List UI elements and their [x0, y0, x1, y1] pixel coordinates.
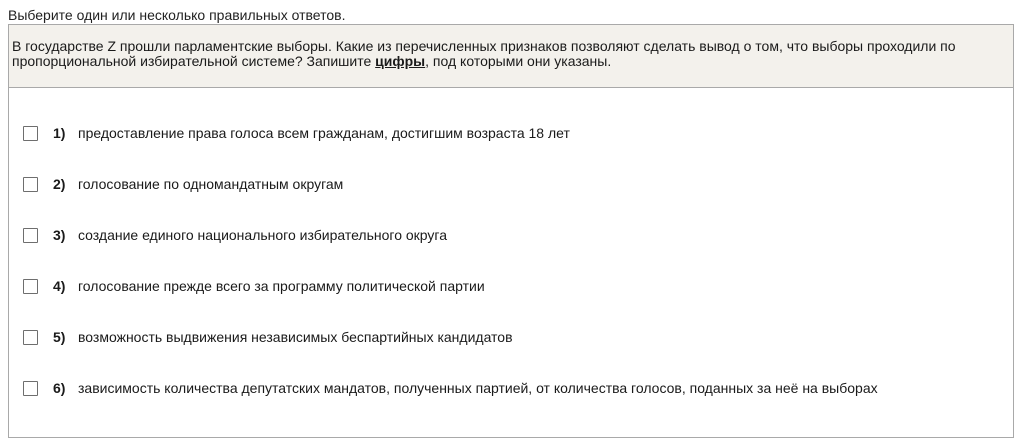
option-3-text[interactable]: создание единого национального избирательного округа: [78, 227, 447, 243]
option-4-text[interactable]: голосование прежде всего за программу политической партии: [78, 278, 485, 294]
task-box: [8, 24, 1014, 438]
question-emphasis: цифры: [375, 53, 426, 69]
question-text-end: , под которыми они указаны.: [425, 53, 612, 69]
option-2-text[interactable]: голосование по одномандатным округам: [78, 176, 344, 192]
question-text-main: В государстве Z прошли парламентские выборы. Какие из перечисленных признаков позволяют сделать вывод о том, что выборы проходили по пропорциональной избирательной системе? Запишите: [12, 38, 956, 69]
option-3-checkbox[interactable]: [23, 228, 38, 243]
option-2-checkbox[interactable]: [23, 177, 38, 192]
option-4-checkbox[interactable]: [23, 279, 38, 294]
option-5-checkbox[interactable]: [23, 330, 38, 345]
option-1-checkbox[interactable]: [23, 126, 38, 141]
option-1-text[interactable]: предоставление права голоса всем гражданам, достигшим возраста 18 лет: [78, 125, 570, 141]
option-1-number: 1): [53, 125, 66, 141]
option-6-text[interactable]: зависимость количества депутатских мандатов, полученных партией, от количества голосов, поданных за неё на выборах: [78, 380, 878, 396]
instruction-text: Выберите один или несколько правильных ответов.: [8, 7, 346, 23]
option-3-number: 3): [53, 227, 66, 243]
option-2-number: 2): [53, 176, 66, 192]
option-6-number: 6): [53, 380, 66, 396]
question-text: [9, 25, 1013, 88]
option-6-checkbox[interactable]: [23, 381, 38, 396]
option-5-number: 5): [53, 329, 66, 345]
option-5-text[interactable]: возможность выдвижения независимых беспартийных кандидатов: [78, 329, 513, 345]
option-4-number: 4): [53, 278, 66, 294]
